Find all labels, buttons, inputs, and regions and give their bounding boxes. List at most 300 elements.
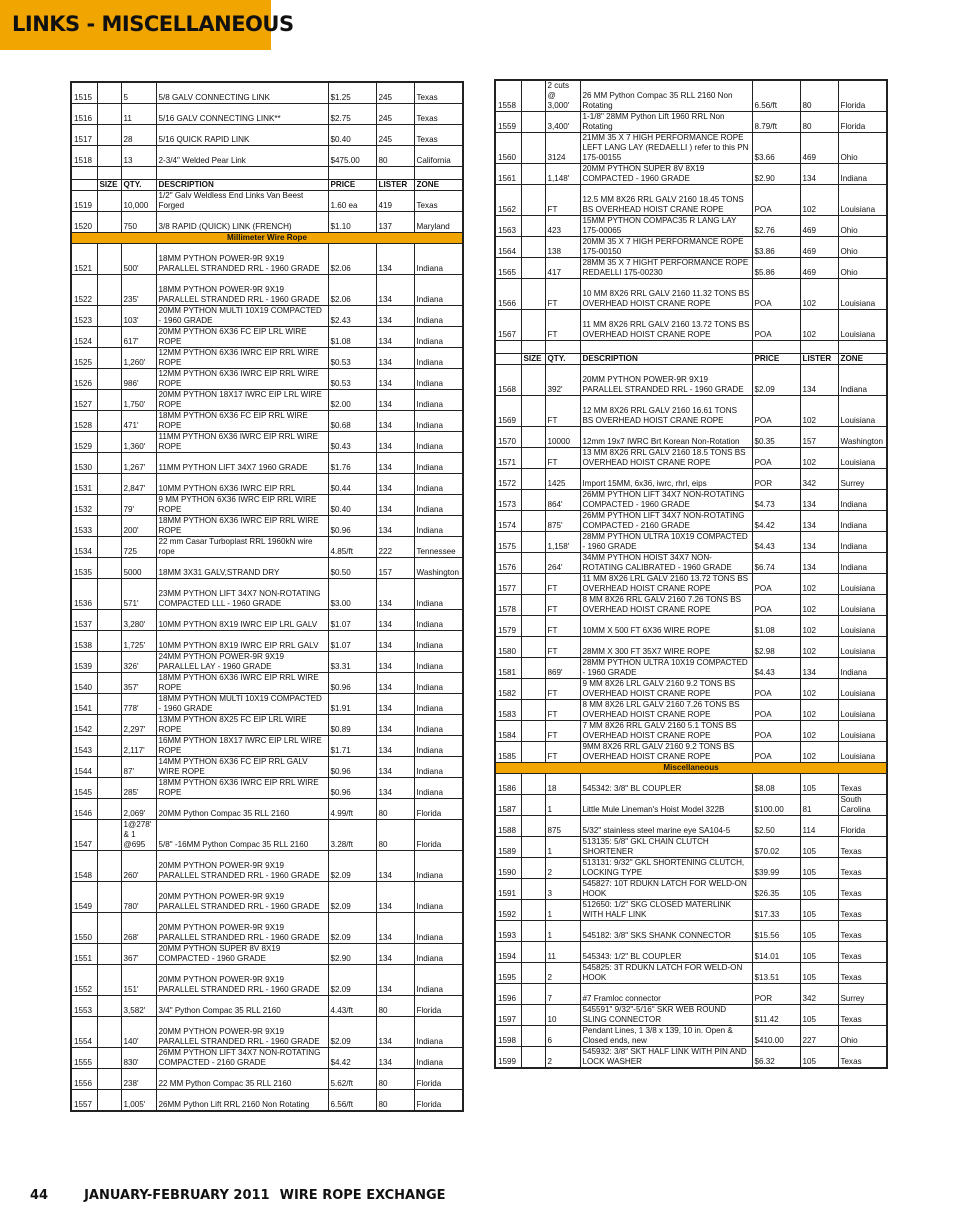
table-row: [495, 1047, 887, 1069]
cell-size: [521, 774, 545, 795]
table-row: [495, 112, 887, 133]
cell-price: POA: [752, 448, 800, 469]
cell-zone: Louisiana: [838, 679, 887, 700]
cell-description: 12MM PYTHON 6X36 IWRC EIP RRL WIRE ROPE: [156, 369, 328, 390]
cell-listing-id: 1575: [495, 532, 521, 553]
table-row: [71, 191, 463, 212]
cell-size: [97, 736, 121, 757]
cell-quantity: 571': [121, 579, 156, 610]
cell-size: [97, 191, 121, 212]
cell-zone: Texas: [838, 774, 887, 795]
cell-size: [97, 453, 121, 474]
cell-size: [97, 369, 121, 390]
table-row: [71, 390, 463, 411]
cell-quantity: 1,360': [121, 432, 156, 453]
cell-quantity: 986': [121, 369, 156, 390]
cell-zone: Ohio: [838, 216, 887, 237]
cell-lister: 134: [376, 694, 414, 715]
cell-lister: 245: [376, 125, 414, 146]
cell-description: #7 Framloc connector: [580, 984, 752, 1005]
cell-size: [521, 511, 545, 532]
cell-size: [521, 553, 545, 574]
cell-zone: Indiana: [414, 673, 463, 694]
cell-lister: 134: [376, 1048, 414, 1069]
cell-listing-id: 1585: [495, 742, 521, 763]
cell-description: 545932: 3/8" SKT HALF LINK WITH PIN AND LOCK WASHER: [580, 1047, 752, 1069]
table-row: [71, 558, 463, 579]
cell-description: 20MM PYTHON SUPER 8V 8X19 COMPACTED - 1960 GRADE: [156, 944, 328, 965]
table-row: [495, 1026, 887, 1047]
cell-description: 9MM 8X26 RRL GALV 2160 9.2 TONS BS OVERHEAD HOIST CRANE ROPE: [580, 742, 752, 763]
cell-listing-id: 1522: [71, 275, 97, 306]
table-row: [495, 700, 887, 721]
cell-zone: Indiana: [414, 275, 463, 306]
cell-lister: 102: [800, 448, 838, 469]
cell-zone: California: [414, 146, 463, 167]
table-row: [495, 365, 887, 396]
cell-description: 3/8 RAPID (QUICK) LINK (FRENCH): [156, 212, 328, 233]
cell-size: [521, 963, 545, 984]
cell-price: $39.99: [752, 858, 800, 879]
cell-listing-id: 1551: [71, 944, 97, 965]
cell-description: 7 MM 8X26 RRL GALV 2160 5.1 TONS BS OVERHEAD HOIST CRANE ROPE: [580, 721, 752, 742]
cell-description: 545182: 3/8" SKS SHANK CONNECTOR: [580, 921, 752, 942]
cell-size: [521, 858, 545, 879]
cell-listing-id: 1539: [71, 652, 97, 673]
cell-quantity: FT: [545, 742, 580, 763]
cell-lister: 105: [800, 1047, 838, 1069]
cell-lister: 134: [800, 553, 838, 574]
cell-price: [328, 167, 376, 180]
cell-listing-id: 1561: [495, 164, 521, 185]
cell-lister: 134: [800, 658, 838, 679]
cell-quantity: 235': [121, 275, 156, 306]
cell-lister: 102: [800, 721, 838, 742]
cell-size: [521, 679, 545, 700]
cell-quantity: 285': [121, 778, 156, 799]
cell-listing-id: 1577: [495, 574, 521, 595]
cell-description: 22 MM Python Compac 35 RLL 2160: [156, 1069, 328, 1090]
cell-description: 18MM PYTHON 6X36 IWRC EIP RRL WIRE ROPE: [156, 673, 328, 694]
cell-zone: Indiana: [414, 652, 463, 673]
table-row: [495, 858, 887, 879]
cell-size: [521, 595, 545, 616]
cell-size: [521, 164, 545, 185]
cell-quantity: 875': [545, 511, 580, 532]
cell-quantity: 780': [121, 882, 156, 913]
cell-listing-id: [71, 167, 97, 180]
cell-description: 18MM PYTHON 6X36 IWRC EIP RRL WIRE ROPE: [156, 516, 328, 537]
cell-lister: 134: [376, 965, 414, 996]
cell-price: $1.10: [328, 212, 376, 233]
cell-size: [521, 237, 545, 258]
cell-listing-id: 1594: [495, 942, 521, 963]
cell-zone: Florida: [414, 996, 463, 1017]
table-row: [495, 879, 887, 900]
cell-listing-id: 1531: [71, 474, 97, 495]
cell-listing-id: 1519: [71, 191, 97, 212]
cell-price: $2.09: [328, 1017, 376, 1048]
cell-quantity: 1: [545, 900, 580, 921]
cell-size: [97, 1090, 121, 1112]
cell-price: $1.08: [752, 616, 800, 637]
table-row: [495, 742, 887, 763]
cell-quantity: FT: [545, 721, 580, 742]
cell-lister: 342: [800, 469, 838, 490]
cell-zone: Ohio: [838, 237, 887, 258]
cell-quantity: 6: [545, 1026, 580, 1047]
cell-lister: 80: [376, 996, 414, 1017]
cell-lister: 134: [376, 913, 414, 944]
cell-zone: [414, 167, 463, 180]
cell-zone: Tennessee: [414, 537, 463, 558]
cell-description: 18MM 3X31 GALV,STRAND DRY: [156, 558, 328, 579]
cell-lister: 469: [800, 258, 838, 279]
cell-zone: Indiana: [414, 631, 463, 652]
cell-price: $2.43: [328, 306, 376, 327]
cell-size: [97, 944, 121, 965]
cell-lister: 105: [800, 963, 838, 984]
cell-description: 11 MM 8X26 LRL GALV 2160 13.72 TONS BS OVERHEAD HOIST CRANE ROPE: [580, 574, 752, 595]
cell-size: [97, 104, 121, 125]
cell-zone: Florida: [414, 799, 463, 820]
cell-zone: Washington: [838, 427, 887, 448]
cell-zone: Louisiana: [838, 396, 887, 427]
cell-size: [521, 921, 545, 942]
cell-listing-id: 1533: [71, 516, 97, 537]
cell-lister: 134: [376, 652, 414, 673]
cell-price: $70.02: [752, 837, 800, 858]
table-row: [495, 774, 887, 795]
cell-description: 26 MM Python Compac 35 RLL 2160 Non Rotating: [580, 80, 752, 112]
cell-price: $2.06: [328, 275, 376, 306]
cell-description: 8 MM 8X26 RRL GALV 2160 7.26 TONS BS OVERHEAD HOIST CRANE ROPE: [580, 595, 752, 616]
cell-quantity: 264': [545, 553, 580, 574]
page-title: LINKS - MISCELLANEOUS: [12, 12, 294, 36]
cell-listing-id: 1515: [71, 82, 97, 104]
table-row: [71, 327, 463, 348]
cell-description: Little Mule Lineman's Hoist Model 322B: [580, 795, 752, 816]
cell-lister: 134: [800, 365, 838, 396]
cell-size: [521, 984, 545, 1005]
cell-size: [521, 185, 545, 216]
table-row: [495, 237, 887, 258]
cell-zone: Texas: [838, 921, 887, 942]
cell-quantity: 471': [121, 411, 156, 432]
cell-zone: Louisiana: [838, 742, 887, 763]
cell-price: POA: [752, 185, 800, 216]
cell-price: POA: [752, 679, 800, 700]
cell-size: [521, 1026, 545, 1047]
cell-price: 6.56/ft: [752, 80, 800, 112]
cell-description: 20MM Python Compac 35 RLL 2160: [156, 799, 328, 820]
cell-description: 18MM PYTHON POWER-9R 9X19 PARALLEL STRANDED RRL - 1960 GRADE: [156, 275, 328, 306]
cell-size: [521, 942, 545, 963]
cell-zone: Indiana: [838, 164, 887, 185]
cell-lister: 222: [376, 537, 414, 558]
cell-listing-id: 1532: [71, 495, 97, 516]
cell-lister: 134: [376, 579, 414, 610]
cell-zone: Indiana: [414, 390, 463, 411]
cell-listing-id: 1544: [71, 757, 97, 778]
cell-description: 1/2" Galv Weldless End Links Van Beest Forged: [156, 191, 328, 212]
cell-zone: Ohio: [838, 133, 887, 164]
cell-size: [97, 1069, 121, 1090]
table-row: [495, 310, 887, 341]
cell-zone: Indiana: [414, 516, 463, 537]
column-header-listing-id: [495, 354, 521, 365]
cell-price: POA: [752, 700, 800, 721]
column-header-row: [71, 180, 463, 191]
cell-zone: Indiana: [414, 306, 463, 327]
cell-listing-id: 1593: [495, 921, 521, 942]
cell-quantity: 5000: [121, 558, 156, 579]
cell-size: [97, 913, 121, 944]
cell-listing-id: 1550: [71, 913, 97, 944]
issue-date: JANUARY-FEBRUARY 2011: [84, 1188, 270, 1203]
table-row: [495, 469, 887, 490]
cell-price: $0.96: [328, 778, 376, 799]
cell-price: $4.42: [752, 511, 800, 532]
cell-quantity: 2: [545, 963, 580, 984]
cell-quantity: 2,069': [121, 799, 156, 820]
cell-size: [97, 82, 121, 104]
cell-listing-id: 1517: [71, 125, 97, 146]
cell-description: 28MM PYTHON ULTRA 10X19 COMPACTED - 1960 GRADE: [580, 658, 752, 679]
cell-lister: 80: [376, 146, 414, 167]
section-header-row: [71, 233, 463, 244]
cell-price: $0.50: [328, 558, 376, 579]
column-header-zone: ZONE: [838, 354, 887, 365]
table-row: [495, 837, 887, 858]
cell-size: [521, 469, 545, 490]
cell-quantity: FT: [545, 700, 580, 721]
cell-quantity: 3,582': [121, 996, 156, 1017]
cell-size: [97, 757, 121, 778]
table-row: [495, 658, 887, 679]
cell-price: $2.09: [328, 965, 376, 996]
cell-listing-id: 1540: [71, 673, 97, 694]
cell-description: 9 MM PYTHON 6X36 IWRC EIP RRL WIRE ROPE: [156, 495, 328, 516]
table-row: [71, 579, 463, 610]
cell-lister: 134: [376, 306, 414, 327]
cell-zone: Indiana: [414, 348, 463, 369]
cell-lister: 245: [376, 104, 414, 125]
cell-size: [97, 495, 121, 516]
cell-listing-id: 1580: [495, 637, 521, 658]
cell-description: 20MM PYTHON POWER-9R 9X19 PARALLEL STRANDED RRL - 1960 GRADE: [156, 965, 328, 996]
cell-zone: Louisiana: [838, 185, 887, 216]
table-row: [495, 963, 887, 984]
cell-lister: 157: [800, 427, 838, 448]
cell-size: [521, 837, 545, 858]
cell-description: 28MM 35 X 7 HIGHT PERFORMANCE ROPE REDAELLI 175-00230: [580, 258, 752, 279]
cell-quantity: 3,400': [545, 112, 580, 133]
cell-lister: 102: [800, 679, 838, 700]
cell-listing-id: 1541: [71, 694, 97, 715]
table-row: [71, 851, 463, 882]
cell-quantity: 1@278' & 1 @695: [121, 820, 156, 851]
cell-quantity: 2,117': [121, 736, 156, 757]
cell-price: $0.53: [328, 348, 376, 369]
table-row: [495, 490, 887, 511]
cell-lister: 134: [376, 275, 414, 306]
cell-price: $0.44: [328, 474, 376, 495]
cell-size: [521, 1047, 545, 1069]
cell-lister: 105: [800, 1005, 838, 1026]
cell-listing-id: 1548: [71, 851, 97, 882]
cell-lister: 134: [800, 490, 838, 511]
cell-zone: Indiana: [414, 432, 463, 453]
cell-description: 18MM PYTHON 6X36 IWRC EIP RRL WIRE ROPE: [156, 778, 328, 799]
cell-quantity: 11: [545, 942, 580, 963]
cell-zone: Indiana: [838, 532, 887, 553]
cell-size: [521, 490, 545, 511]
cell-zone: Texas: [838, 1047, 887, 1069]
cell-lister: 80: [376, 1090, 414, 1112]
cell-price: $0.96: [328, 516, 376, 537]
cell-size: [521, 133, 545, 164]
table-row: [71, 965, 463, 996]
cell-zone: Indiana: [414, 882, 463, 913]
cell-zone: Indiana: [838, 365, 887, 396]
cell-listing-id: 1595: [495, 963, 521, 984]
cell-lister: 342: [800, 984, 838, 1005]
table-row: [495, 942, 887, 963]
page-number: 44: [30, 1188, 49, 1203]
cell-listing-id: 1530: [71, 453, 97, 474]
cell-quantity: FT: [545, 448, 580, 469]
cell-price: $0.68: [328, 411, 376, 432]
cell-zone: Indiana: [414, 851, 463, 882]
cell-quantity: 5: [121, 82, 156, 104]
cell-listing-id: 1582: [495, 679, 521, 700]
cell-listing-id: 1554: [71, 1017, 97, 1048]
cell-listing-id: 1521: [71, 244, 97, 275]
cell-price: $1.25: [328, 82, 376, 104]
cell-listing-id: 1566: [495, 279, 521, 310]
cell-zone: Indiana: [414, 411, 463, 432]
cell-size: [97, 778, 121, 799]
cell-price: 5.62/ft: [328, 1069, 376, 1090]
cell-lister: 134: [376, 882, 414, 913]
cell-listing-id: 1552: [71, 965, 97, 996]
column-header-lister: LISTER: [800, 354, 838, 365]
cell-listing-id: 1557: [71, 1090, 97, 1112]
cell-zone: Florida: [414, 820, 463, 851]
cell-price: $3.66: [752, 133, 800, 164]
cell-quantity: 1,158': [545, 532, 580, 553]
cell-price: $2.09: [328, 882, 376, 913]
cell-size: [97, 348, 121, 369]
cell-description: 26MM PYTHON LIFT 34X7 NON-ROTATING COMPACTED - 2160 GRADE: [580, 511, 752, 532]
cell-price: $15.56: [752, 921, 800, 942]
cell-zone: Texas: [414, 125, 463, 146]
cell-size: [97, 715, 121, 736]
cell-zone: Indiana: [414, 1048, 463, 1069]
cell-quantity: 138: [545, 237, 580, 258]
cell-zone: Indiana: [414, 474, 463, 495]
cell-lister: 80: [800, 80, 838, 112]
table-row: [71, 82, 463, 104]
cell-size: [521, 341, 545, 354]
cell-price: 8.79/ft: [752, 112, 800, 133]
cell-price: $4.73: [752, 490, 800, 511]
cell-lister: 105: [800, 837, 838, 858]
cell-description: 15MM PYTHON COMPAC35 R LANG LAY 175-00065: [580, 216, 752, 237]
cell-quantity: 2: [545, 858, 580, 879]
cell-quantity: 2 cuts @ 3,000': [545, 80, 580, 112]
cell-listing-id: 1596: [495, 984, 521, 1005]
cell-listing-id: 1570: [495, 427, 521, 448]
cell-price: $26.35: [752, 879, 800, 900]
cell-quantity: 200': [121, 516, 156, 537]
cell-lister: 102: [800, 396, 838, 427]
cell-listing-id: 1583: [495, 700, 521, 721]
cell-description: 12mm 19x7 IWRC Brt Korean Non-Rotation: [580, 427, 752, 448]
cell-price: $4.43: [752, 658, 800, 679]
cell-zone: Indiana: [414, 579, 463, 610]
cell-price: $0.96: [328, 757, 376, 778]
cell-lister: 469: [800, 133, 838, 164]
cell-size: [97, 244, 121, 275]
cell-lister: 134: [376, 390, 414, 411]
cell-zone: Florida: [838, 112, 887, 133]
cell-quantity: 392': [545, 365, 580, 396]
cell-size: [521, 742, 545, 763]
cell-lister: 134: [376, 348, 414, 369]
cell-lister: 134: [376, 244, 414, 275]
cell-listing-id: 1574: [495, 511, 521, 532]
cell-zone: Texas: [414, 82, 463, 104]
cell-size: [521, 816, 545, 837]
cell-price: 6.56/ft: [328, 1090, 376, 1112]
cell-description: 12 MM 8X26 RRL GALV 2160 16.61 TONS BS OVERHEAD HOIST CRANE ROPE: [580, 396, 752, 427]
cell-price: $1.07: [328, 631, 376, 652]
cell-description: 5/8 GALV CONNECTING LINK: [156, 82, 328, 104]
cell-description: 20MM PYTHON POWER-9R 9X19 PARALLEL STRANDED RRL - 1960 GRADE: [156, 1017, 328, 1048]
cell-description: 5/8" -16MM Python Compac 35 RLL 2160: [156, 820, 328, 851]
cell-listing-id: 1567: [495, 310, 521, 341]
cell-size: [97, 1048, 121, 1069]
cell-zone: Texas: [838, 837, 887, 858]
cell-lister: 134: [376, 778, 414, 799]
cell-listing-id: 1555: [71, 1048, 97, 1069]
cell-lister: [376, 167, 414, 180]
cell-price: $14.01: [752, 942, 800, 963]
cell-lister: 134: [376, 432, 414, 453]
cell-zone: Indiana: [414, 913, 463, 944]
cell-lister: 134: [376, 474, 414, 495]
table-row: [495, 679, 887, 700]
cell-quantity: 1: [545, 921, 580, 942]
cell-size: [97, 390, 121, 411]
table-row: [71, 631, 463, 652]
cell-size: [97, 965, 121, 996]
cell-size: [521, 637, 545, 658]
cell-lister: [800, 341, 838, 354]
cell-listing-id: 1568: [495, 365, 521, 396]
cell-size: [521, 112, 545, 133]
cell-description: 11MM PYTHON 6X36 IWRC EIP RRL WIRE ROPE: [156, 432, 328, 453]
table-row: [71, 652, 463, 673]
cell-price: $1.07: [328, 610, 376, 631]
cell-size: [97, 212, 121, 233]
cell-lister: 134: [376, 453, 414, 474]
cell-price: 3.28/ft: [328, 820, 376, 851]
cell-listing-id: 1534: [71, 537, 97, 558]
cell-size: [97, 851, 121, 882]
